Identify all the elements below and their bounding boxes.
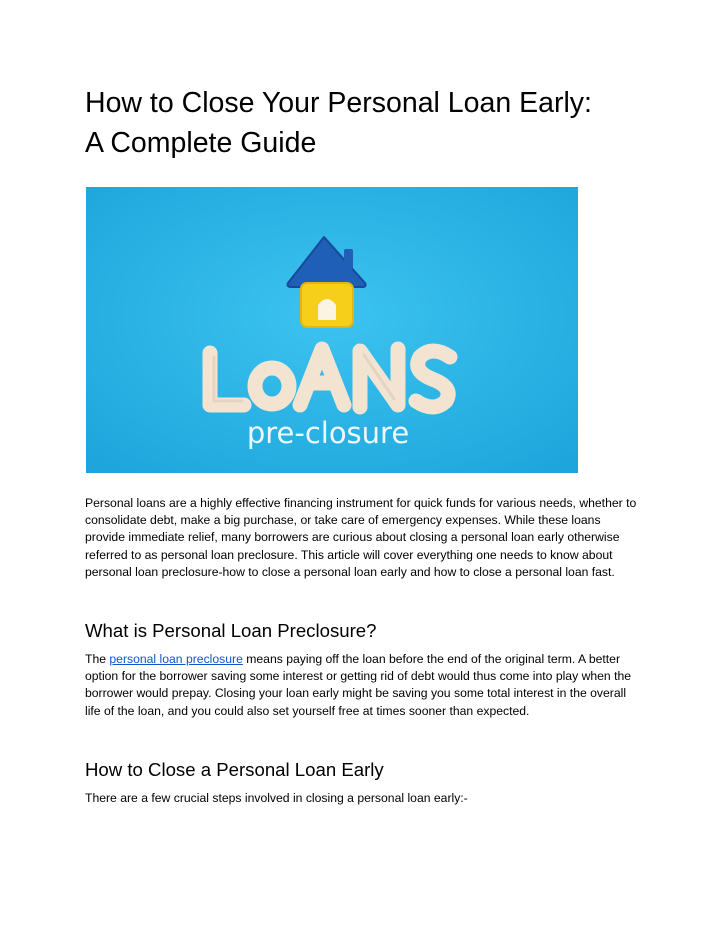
section-heading-what-is: What is Personal Loan Preclosure? <box>85 620 377 641</box>
section-heading-how-to: How to Close a Personal Loan Early <box>85 759 384 780</box>
preclosure-link[interactable]: personal loan preclosure <box>109 652 243 666</box>
article-title <box>85 83 645 163</box>
section-paragraph-how-to: There are a few crucial steps involved in closing a personal loan early:- <box>85 791 468 805</box>
text-before-link: The <box>85 652 110 666</box>
title-line-2: A Complete Guide <box>85 127 317 159</box>
section-paragraph-what-is <box>85 651 637 720</box>
house-door-icon <box>318 299 336 320</box>
hero-caption: pre-closure <box>246 416 410 450</box>
title-line-1: How to Close Your Personal Loan Early: <box>85 87 592 119</box>
house-chimney <box>344 249 353 269</box>
text-after-link: means paying off the loan before the end of the original term. A better option for the borrower saving some interest or getting rid of debt would thus come into play when the borrower would prepay. Closing your loan early might be saving you some total interest in the overall life of the loan, and you could also set yourself free at times sooner than expected. <box>85 652 632 718</box>
intro-paragraph: Personal loans are a highly effective financing instrument for quick funds for various needs, whether to consolidate debt, make a big purchase, or take care of emergency expenses. While these loans provide immediate relief, many borrowers are curious about closing a personal loan early otherwise referred to as personal loan preclosure. This article will cover everything one needs to know about personal loan preclosure-how to close a personal loan early and how to close a personal loan fast. <box>85 496 637 579</box>
hero-image <box>86 187 578 473</box>
